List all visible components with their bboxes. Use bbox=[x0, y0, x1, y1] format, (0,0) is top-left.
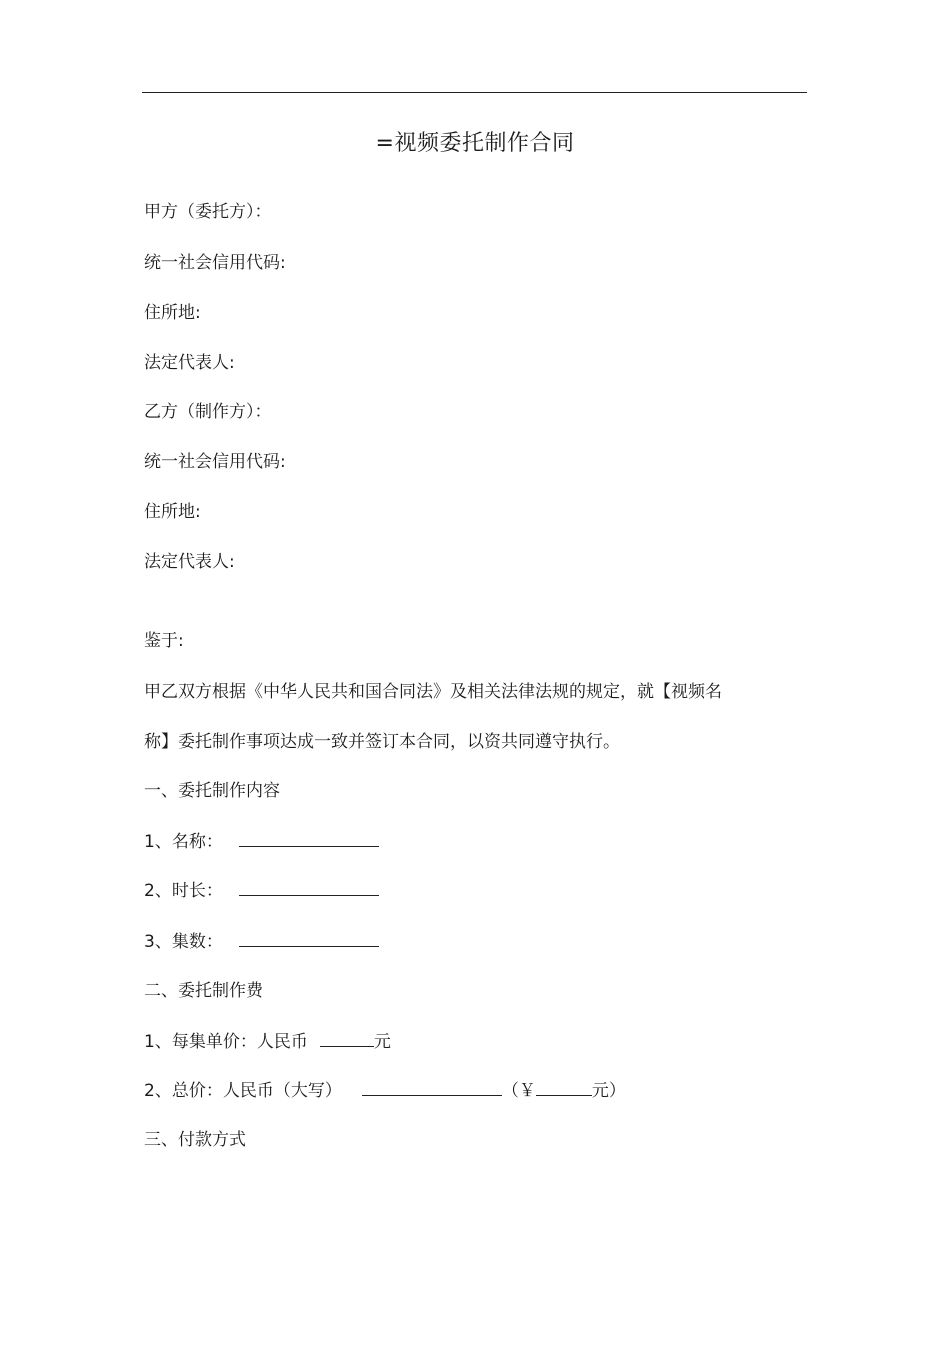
total-price-figures-blank bbox=[536, 1078, 592, 1096]
total-price-words-blank bbox=[362, 1078, 502, 1096]
document-title: =视频委托制作合同 bbox=[375, 131, 575, 156]
party-b-address-label: 住所地: bbox=[144, 502, 201, 522]
section-1-heading: 一、委托制作内容 bbox=[144, 781, 280, 801]
party-a-credit-code-label: 统一社会信用代码: bbox=[144, 253, 286, 273]
party-a-legal-rep-label: 法定代表人: bbox=[144, 353, 235, 373]
whereas-paragraph-line-1: 甲乙双方根据《中华人民共和国合同法》及相关法律法规的规定，就【视频名 bbox=[144, 682, 722, 702]
name-label: 1、名称： bbox=[144, 832, 223, 852]
header-rule bbox=[142, 92, 807, 93]
duration-label: 2、时长： bbox=[144, 881, 223, 901]
party-a-heading: 甲方（委托方）： bbox=[144, 202, 272, 222]
total-price-paren-open: （￥ bbox=[501, 1081, 536, 1101]
total-price-label: 2、总价：人民币（大写） bbox=[144, 1081, 342, 1101]
unit-price-unit: 元 bbox=[373, 1032, 391, 1052]
party-b-credit-code-label: 统一社会信用代码: bbox=[144, 452, 286, 472]
section-2-heading: 二、委托制作费 bbox=[144, 981, 263, 1001]
duration-blank bbox=[239, 878, 379, 896]
section-3-heading: 三、付款方式 bbox=[144, 1130, 246, 1150]
episodes-label: 3、集数： bbox=[144, 932, 223, 952]
section-1-item-episodes bbox=[144, 929, 379, 954]
section-1-item-name bbox=[144, 829, 379, 854]
unit-price-blank bbox=[320, 1029, 374, 1047]
section-2-item-unit-price bbox=[144, 1029, 391, 1054]
episodes-blank bbox=[239, 929, 379, 947]
name-blank bbox=[239, 829, 379, 847]
total-price-paren-close: 元） bbox=[591, 1081, 626, 1101]
party-b-legal-rep-label: 法定代表人: bbox=[144, 552, 235, 572]
whereas-paragraph-line-2: 称】委托制作事项达成一致并签订本合同，以资共同遵守执行。 bbox=[144, 732, 620, 752]
unit-price-label: 1、每集单价：人民币 bbox=[144, 1032, 308, 1052]
whereas-label: 鉴于: bbox=[144, 631, 184, 651]
party-b-heading: 乙方（制作方）： bbox=[144, 402, 272, 422]
party-a-address-label: 住所地: bbox=[144, 303, 201, 323]
section-2-item-total-price bbox=[144, 1078, 626, 1103]
section-1-item-duration bbox=[144, 878, 379, 903]
